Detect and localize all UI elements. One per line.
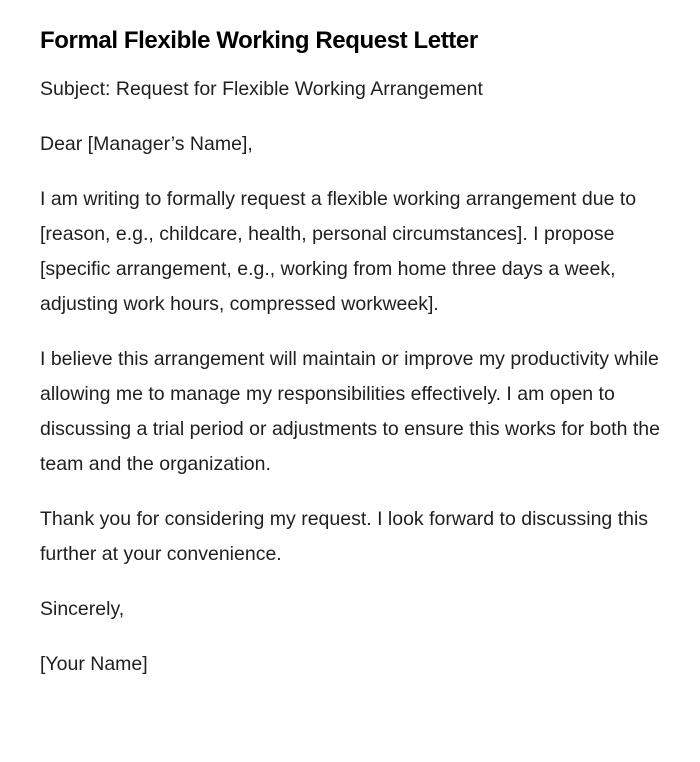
body-paragraph-productivity: I believe this arrangement will maintain or improve my productivity while allowing me to manage my responsibilities effectively. I am open to discussing a trial period or adjustments to ensure this works for both the team and the organization. xyxy=(40,348,660,475)
letter-document xyxy=(40,24,660,702)
salutation: Dear [Manager’s Name], xyxy=(40,133,253,155)
subject-line: Subject: Request for Flexible Working Arrangement xyxy=(40,78,483,100)
closing: Sincerely, xyxy=(40,598,125,620)
body-paragraph-request: I am writing to formally request a flexible working arrangement due to [reason, e.g., childcare, health, personal circumstances]. I propose [specific arrangement, e.g., working from home three days a week, adjusting work hours, compressed workweek]. xyxy=(40,188,637,315)
body-paragraph-thanks: Thank you for considering my request. I look forward to discussing this further at your convenience. xyxy=(40,508,649,565)
letter-title: Formal Flexible Working Request Letter xyxy=(40,27,478,54)
signature: [Your Name] xyxy=(40,653,148,675)
